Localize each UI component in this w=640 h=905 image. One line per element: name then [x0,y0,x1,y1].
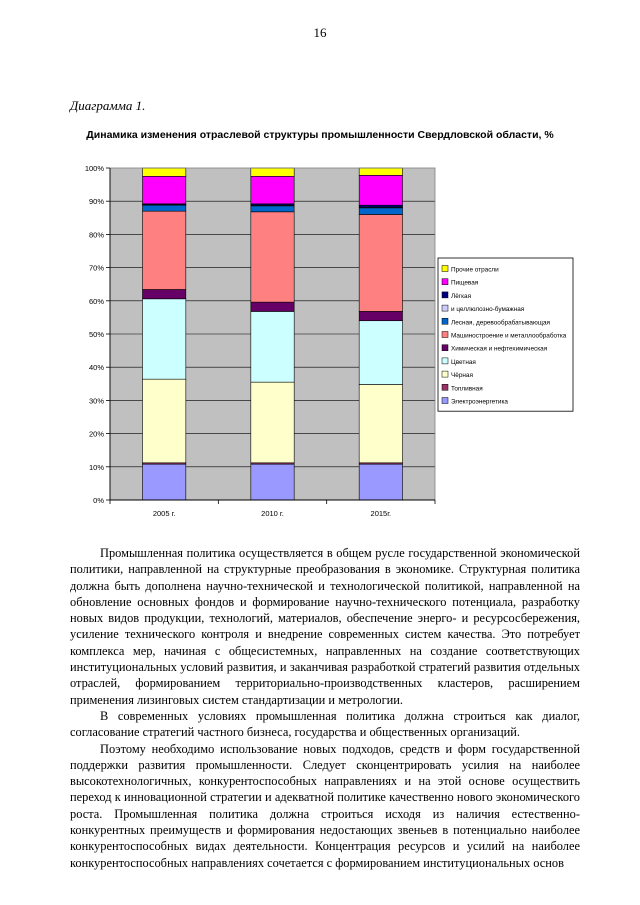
chart-title: Динамика изменения отраслевой структуры промышленности Свердловской области, % [86,129,554,141]
bar-segment [359,214,402,311]
bars [143,168,403,500]
y-tick-label: 80% [88,230,104,240]
bar-segment [251,168,294,176]
bar-segment [359,208,402,215]
y-tick-label: 10% [88,462,104,472]
legend-swatch [442,358,448,364]
legend-label: Чёрная [451,372,473,380]
stacked-bar-chart [60,150,580,525]
bar-segment [251,206,294,212]
y-tick-label: 100% [84,164,104,173]
legend-label: Химическая и нефтехимическая [451,345,548,353]
y-tick-label: 90% [88,197,104,207]
legend-swatch [442,305,448,311]
bar-segment [251,212,294,302]
bar-segment [143,211,186,289]
bar-segment [143,379,186,463]
legend-label: и целлюлозно-бумажная [451,306,525,314]
bar-segment [359,464,402,500]
paragraph-1: Промышленная политика осуществляется в общем русле государственной экономической политики, направленной на структурные преобразования в экономике. Структурная политика должна быть дополнена научно-технической и технологической политикой, направленной на обновление основных фондов и формирование научно-технического потенциала, разработку новых видов продукции, технологий, материалов, обеспечение энерго- и ресурсосбережения, усиление технического контроля и внедрение современных систем качества. Это потребует комплекса мер, начиная с общесистемных, направленных на создание соответствующих институциональных условий развития, и заканчивая разработкой стратегий развития отдельных отраслей, формированием территориально-производственных кластеров, расширением применения лизинговых систем стандартизации и метрологии. [70,546,580,707]
legend-label: Прочие отрасли [451,266,499,274]
y-tick-label: 0% [93,496,104,505]
bar-segment [251,302,294,311]
bar-segment [143,299,186,379]
bar-segment [359,175,402,205]
legend [438,258,573,411]
bar-segment [359,321,402,385]
bar-segment [251,311,294,382]
legend-swatch [442,266,448,272]
bar-segment [143,290,186,299]
legend-swatch [442,292,448,298]
paragraph-2: В современных условиях промышленная политика должна строиться как диалог, согласование стратегий частного бизнеса, государства и общественных организаций. [70,708,580,740]
x-tick-label: 2005 г. [152,509,176,518]
legend-swatch [442,384,448,390]
bar-segment [359,384,402,462]
diagram-caption: Диаграмма 1. [70,98,146,113]
legend-label: Цветная [451,358,476,366]
bar-segment [143,205,186,211]
legend-label: Электроэнергетика [451,398,508,406]
legend-label: Лёгкая [451,292,472,300]
legend-label: Топливная [451,385,483,393]
body-text [70,545,580,871]
bar-segment [143,168,186,176]
legend-label: Машиностроение и металлообработка [451,332,567,340]
bar-segment [251,176,294,204]
page-number: 16 [313,25,327,40]
bar-segment [143,464,186,500]
x-tick-label: 2015г. [370,509,392,518]
y-tick-label: 50% [88,330,104,339]
bar-segment [359,168,402,175]
y-tick-label: 30% [88,396,104,406]
y-tick-label: 70% [88,263,104,273]
legend-swatch [442,398,448,404]
legend-swatch [442,318,448,324]
bar-segment [251,464,294,500]
legend-swatch [442,279,448,285]
y-tick-label: 60% [88,296,104,306]
y-tick-label: 40% [88,363,104,373]
legend-label: Пищевая [451,279,479,287]
legend-swatch [442,332,448,338]
x-tick-label: 2010 г. [261,509,284,518]
bar-segment [251,382,294,463]
legend-label: Лесная, деревообрабатывающая [451,319,551,327]
y-tick-label: 20% [88,429,104,439]
legend-swatch [442,345,448,351]
bar-segment [359,311,402,320]
paragraph-3: Поэтому необходимо использование новых подходов, средств и форм государственной поддержки развития промышленности. Следует сконцентрировать усилия на наиболее высокотехнологичных, конкурентоспособных направлениях и на этой основе осуществить переход к инновационной стратегии и адекватной политике качественно нового экономического роста. Промышленная политика должна строиться исходя из наличия естественно-конкурентных преимуществ и формирования недостающих звеньев в потенциально наиболее конкурентоспособных видах деятельности. Концентрация ресурсов и усилий на наиболее конкурентоспособных направлениях сочетается с формированием институциональных основ [70,741,580,870]
legend-swatch [442,371,448,377]
bar-segment [143,176,186,204]
